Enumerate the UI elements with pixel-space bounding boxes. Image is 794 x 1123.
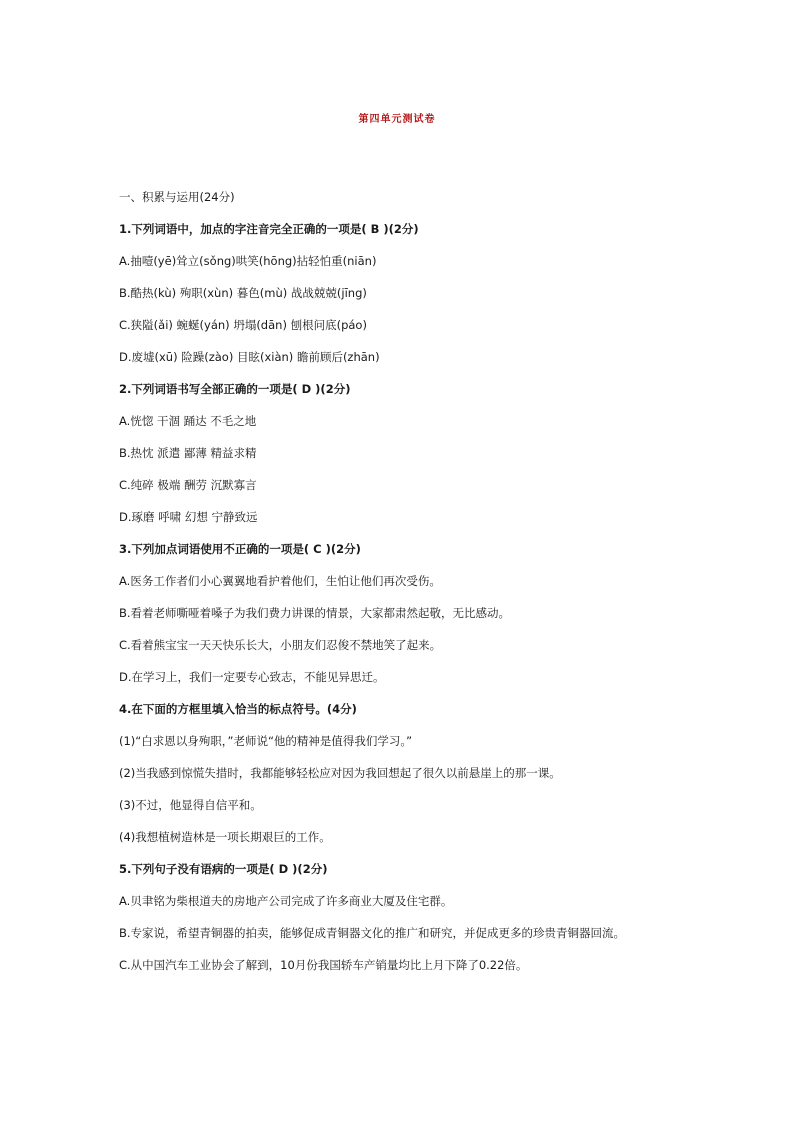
question-1-option-d: D.废墟(xū) 险躁(zào) 目眩(xiàn) 瞻前顾后(zhān) <box>119 350 380 364</box>
question-3-option-d: D.在学习上，我们一定要专心致志，不能见异思迁。 <box>119 670 385 684</box>
question-4-item-1: (1)“白求恩以身殉职，”老师说“他的精神是值得我们学习。” <box>119 734 413 748</box>
question-5-option-a: A.贝聿铭为柴根道夫的房地产公司完成了许多商业大厦及住宅群。 <box>119 894 453 908</box>
question-3-option-c: C.看着熊宝宝一天天快乐长大，小朋友们忍俊不禁地笑了起来。 <box>119 638 442 652</box>
question-3-option-b: B.看着老师嘶哑着嗓子为我们费力讲课的情景，大家都肃然起敬，无比感动。 <box>119 606 511 620</box>
question-3-option-a: A.医务工作者们小心翼翼地看护着他们，生怕让他们再次受伤。 <box>119 574 441 588</box>
question-1-stem: 1.下列词语中，加点的字注音完全正确的一项是( B )(2分) <box>119 222 419 236</box>
question-1-option-a: A.抽噎(yē)耸立(sǒng)哄笑(hōng)拈轻怕重(niān) <box>119 254 377 268</box>
question-5-option-c: C.从中国汽车工业协会了解到，10月份我国轿车产销量均比上月下降了0.22倍。 <box>119 958 528 972</box>
question-4-item-3: (3)不过，他显得自信平和。 <box>119 798 262 812</box>
question-4-item-2: (2)当我感到惊慌失措时，我都能够轻松应对因为我回想起了很久以前悬崖上的那一课。 <box>119 766 561 780</box>
question-5-stem: 5.下列句子没有语病的一项是( D )(2分) <box>119 862 328 876</box>
question-3-stem: 3.下列加点词语使用不正确的一项是( C )(2分) <box>119 542 361 556</box>
question-5-option-b: B.专家说，希望青铜器的拍卖，能够促成青铜器文化的推广和研究，并促成更多的珍贵青铜器回流。 <box>119 926 626 940</box>
document-body <box>119 187 759 987</box>
question-2-option-b: B.热忱 派遣 鄙薄 精益求精 <box>119 446 257 460</box>
question-2-option-a: A.恍惚 干涸 踊达 不毛之地 <box>119 414 257 428</box>
page-title: 第四单元测试卷 <box>358 114 436 125</box>
section-heading: 一、积累与运用(24分) <box>119 190 235 204</box>
question-4-stem: 4.在下面的方框里填入恰当的标点符号。(4分) <box>119 702 357 716</box>
question-2-option-d: D.琢磨 呼啸 幻想 宁静致远 <box>119 510 258 524</box>
question-1-option-c: C.狭隘(ǎi) 蜿蜒(yán) 坍塌(dān) 刨根问底(páo) <box>119 318 367 332</box>
question-1-option-b: B.酷热(kù) 殉职(xùn) 暮色(mù) 战战兢兢(jīng) <box>119 286 367 300</box>
question-2-option-c: C.纯碎 极端 酬劳 沉默寡言 <box>119 478 257 492</box>
question-2-stem: 2.下列词语书写全部正确的一项是( D )(2分) <box>119 382 351 396</box>
question-4-item-4: (4)我想植树造林是一项长期艰巨的工作。 <box>119 830 331 844</box>
